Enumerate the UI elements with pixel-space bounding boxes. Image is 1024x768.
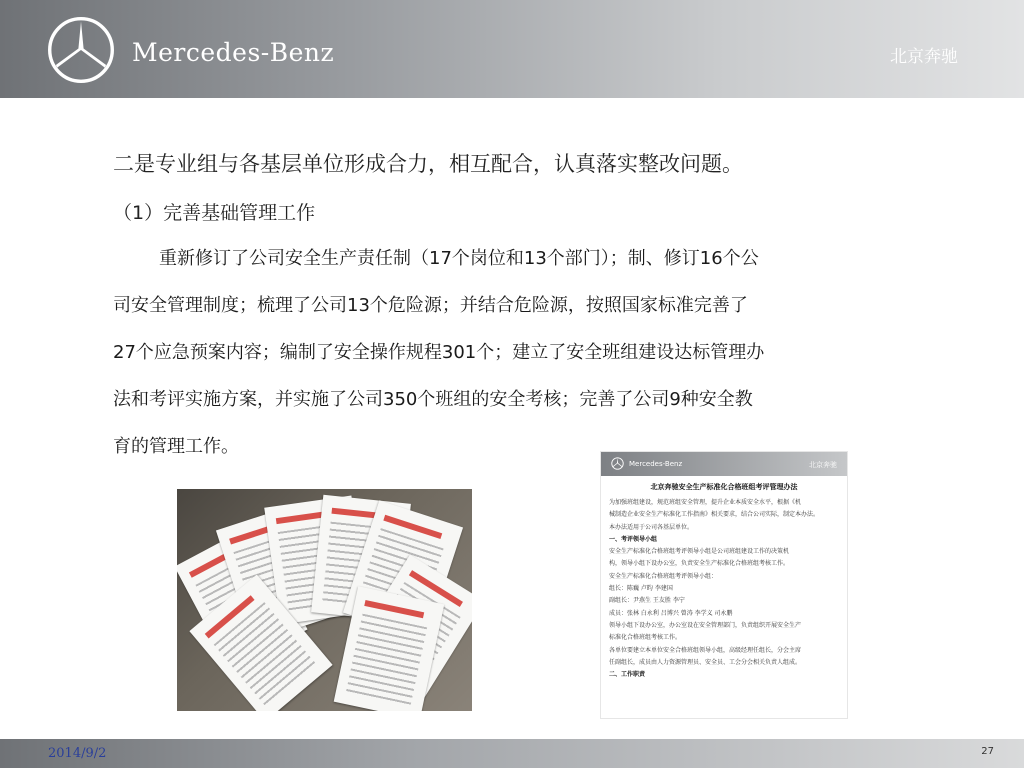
dealer-name: 北京奔驰 (890, 47, 958, 67)
page-number: 27 (981, 746, 994, 757)
paragraph-line: 法和考评实施方案，并实施了公司350个班组的安全考核；完善了公司9种安全教 (113, 389, 753, 410)
paragraph-line: 重新修订了公司安全生产责任制（17个岗位和13个部门）；制、修订16个公 (159, 248, 759, 269)
paragraph-line: 育的管理工作。 (113, 436, 239, 457)
document-title: 北京奔驰安全生产标准化合格班组考评管理办法 (650, 483, 798, 491)
document-line: 标准化合格班组考核工作。 (609, 634, 682, 642)
document-line: 任副组长，成员由人力资源管理员、安全员、工会分会相关负责人组成。 (609, 658, 802, 666)
document-line: 械制造企业安全生产标准化工作指南》相关要求，结合公司实际，制定本办法。 (609, 511, 820, 519)
paragraph-line: 司安全管理制度；梳理了公司13个危险源；并结合危险源，按照国家标准完善了 (113, 295, 748, 316)
slide-heading: 二是专业组与各基层单位形成合力，相互配合，认真落实整改问题。 (113, 152, 743, 176)
section-subheading: （1）完善基础管理工作 (113, 202, 316, 224)
paragraph-line: 27个应急预案内容；编制了安全操作规程301个；建立了安全班组建设达标管理办 (113, 342, 765, 363)
document-body (601, 497, 847, 681)
document-line: 各单位要建立本单位安全合格班组领导小组，高级经理任组长，分会主席 (609, 646, 802, 654)
document-line: 为加强班组建设，规范班组安全管理，提升企业本质安全水平，根据《机 (609, 499, 802, 506)
brand-name: Mercedes-Benz (132, 38, 335, 67)
document-line: 领导小组下设办公室，办公室设在安全管理部门，负责组织开展安全生产 (609, 621, 802, 629)
regulation-document-image (600, 451, 848, 719)
mercedes-star-icon (47, 16, 115, 84)
slide-date: 2014/9/2 (48, 746, 107, 761)
mercedes-star-icon (611, 457, 624, 470)
document-dealer: 北京奔驰 (809, 461, 837, 469)
document-line: 副组长：尹燕生 王友胜 李宁 (609, 597, 685, 605)
document-line: 安全生产标准化合格班组考评领导小组是公司班组建设工作的决策机 (609, 548, 790, 556)
document-line: 一、考评领导小组 (609, 535, 658, 543)
document-line: 构，领导小组下设办公室，负责安全生产标准化合格班组考核工作。 (609, 560, 790, 568)
slide-footer (0, 739, 1024, 768)
document-line: 本办法适用于公司各基层单位。 (609, 523, 694, 531)
document-line: 组长：陈巍 卢昀 李建国 (609, 585, 673, 593)
slide-header (0, 0, 1024, 98)
document-line: 成员：张林 白永利 吕博兴 曾涛 李学义 司永鹏 (609, 609, 733, 617)
document-line: 二、工作职责 (609, 671, 646, 679)
documents-photo (177, 489, 472, 711)
document-line: 安全生产标准化合格班组考评领导小组： (609, 572, 718, 580)
document-header (601, 452, 847, 476)
document-brand: Mercedes-Benz (629, 460, 683, 468)
